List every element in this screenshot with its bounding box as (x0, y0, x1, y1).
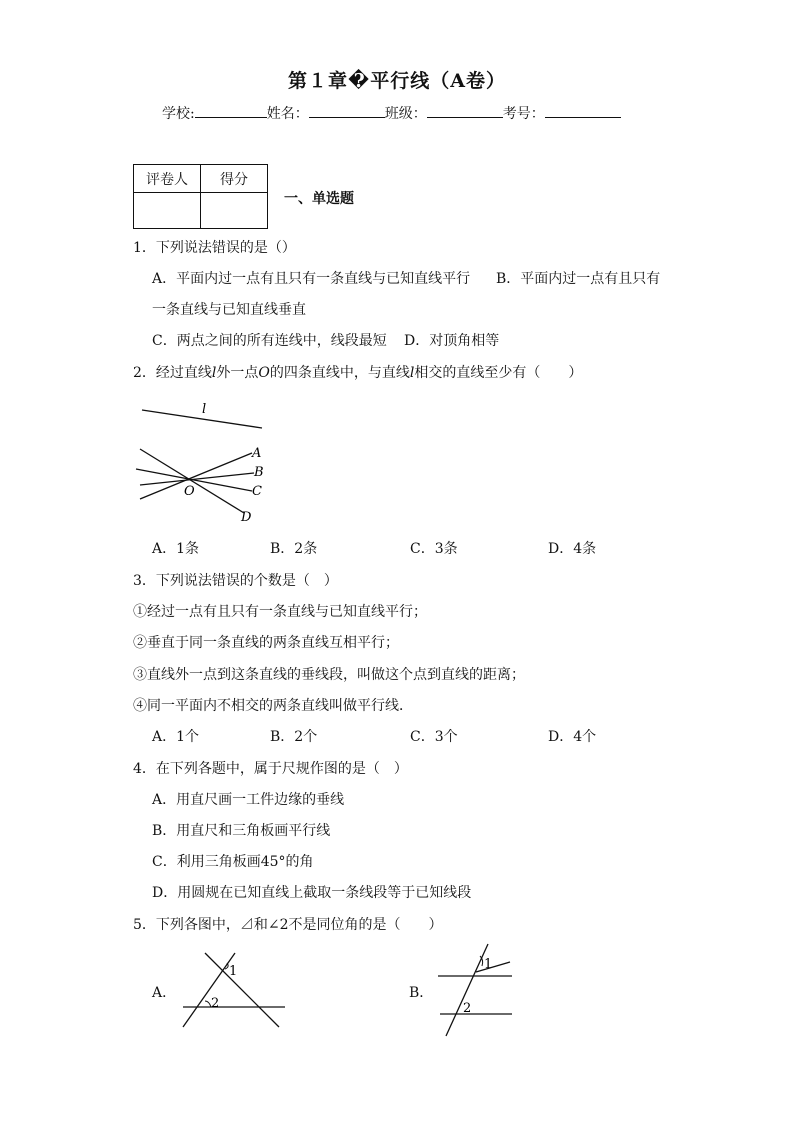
q5-figure-b (436, 940, 526, 1040)
name-blank[interactable] (309, 103, 385, 118)
q1-stem: 1．下列说法错误的是（） (133, 240, 296, 256)
q5-option-b: B． (409, 985, 434, 1001)
label-d: D (241, 510, 252, 525)
q4-option-c: C．利用三角板画45°的角 (152, 854, 314, 870)
q3-stem: 3．下列说法错误的个数是（ ） (133, 573, 338, 589)
section-heading: 一、单选题 (284, 191, 354, 207)
q3-option-b: B．2个 (270, 729, 318, 745)
fig-a-label-1: 1 (229, 964, 238, 979)
q3-item-3: ③直线外一点到这条直线的垂线段，叫做这个点到直线的距离； (133, 667, 525, 683)
q2-option-a: A．1条 (152, 541, 200, 557)
label-l: l (202, 402, 207, 417)
fig-b-label-2: 2 (463, 1001, 472, 1016)
q2-figure (130, 395, 280, 525)
q3-option-d: D．4个 (548, 729, 597, 745)
score-table (133, 164, 268, 229)
line-b (140, 473, 254, 485)
fig-b-label-1: 1 (484, 957, 493, 972)
q4-option-a: A．用直尺画一工件边缘的垂线 (152, 792, 345, 808)
q3-item-4: ④同一平面内不相交的两条直线叫做平行线． (133, 698, 413, 714)
score-header: 得分 (201, 165, 268, 193)
label-b: B (254, 465, 264, 480)
fig-b-slanted-line (476, 962, 510, 972)
class-blank[interactable] (427, 103, 503, 118)
class-label: 班级： (384, 106, 427, 122)
label-a: A (252, 446, 262, 461)
q5-figure-a (175, 945, 295, 1035)
student-info-line (162, 103, 621, 123)
q2-option-d: D．4条 (548, 541, 597, 557)
q4-option-b: B．用直尺和三角板画平行线 (152, 823, 331, 839)
q3-item-2: ②垂直于同一条直线的两条直线互相平行； (133, 635, 399, 651)
line-d (140, 449, 244, 513)
q1-option-b-cont: 一条直线与已知直线垂直 (152, 302, 306, 318)
q1-option-b: B．平面内过一点有且只有 (496, 271, 661, 287)
q2-option-c: C．3条 (410, 541, 458, 557)
fig-a-right-transversal (205, 953, 279, 1027)
q4-stem: 4．在下列各题中，属于尺规作图的是（ ） (133, 761, 408, 777)
fig-a-label-2: 2 (211, 996, 220, 1011)
score-cell[interactable] (201, 193, 268, 229)
school-blank[interactable] (195, 103, 267, 118)
label-c: C (252, 484, 262, 499)
q2-option-b: B．2条 (270, 541, 318, 557)
page-title: 第１章�平行线（A卷） (288, 70, 506, 92)
q1-option-a: A．平面内过一点有且只有一条直线与已知直线平行 (152, 271, 471, 287)
q4-option-d: D．用圆规在已知直线上截取一条线段等于已知线段 (152, 885, 472, 901)
q5-option-a: A． (152, 985, 177, 1001)
label-o: O (184, 484, 195, 499)
number-label: 考号： (502, 106, 545, 122)
q1-option-c: C．两点之间的所有连线中，线段最短 (152, 333, 387, 349)
q3-item-1: ①经过一点有且只有一条直线与已知直线平行； (133, 604, 427, 620)
q3-option-c: C．3个 (410, 729, 458, 745)
q5-stem: 5．下列各图中，⊿和∠2不是同位角的是（ ） (133, 917, 443, 933)
q1-option-d: D．对顶角相等 (404, 333, 500, 349)
q3-option-a: A．1个 (152, 729, 200, 745)
q2-stem: 2．经过直线l外一点O的四条直线中，与直线l相交的直线至少有（ ） (133, 365, 583, 381)
grader-cell[interactable] (134, 193, 201, 229)
school-label: 学校: (162, 106, 195, 122)
number-blank[interactable] (545, 103, 621, 118)
name-label: 姓名： (266, 106, 309, 122)
grader-header: 评卷人 (134, 165, 201, 193)
